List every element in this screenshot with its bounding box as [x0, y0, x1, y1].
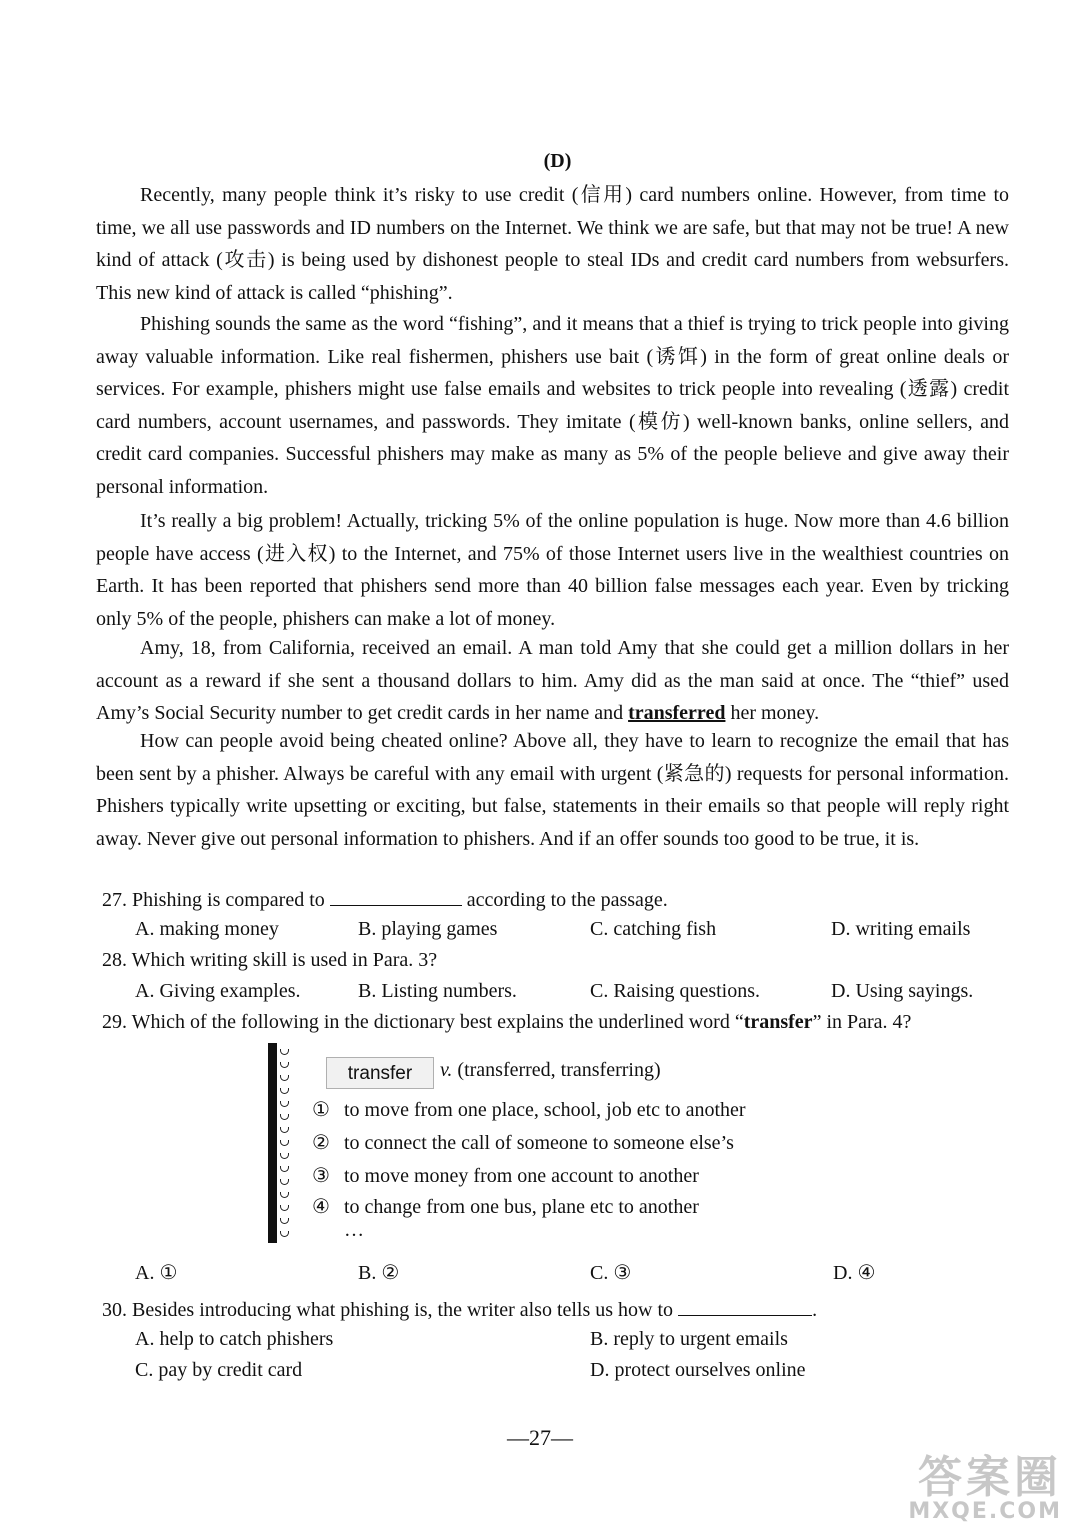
notebook-binding: [268, 1043, 277, 1243]
q27-option-b[interactable]: B. playing games: [358, 918, 498, 940]
definition-1: [312, 1097, 746, 1122]
question-29-text-before: 29. Which of the following in the dictionary best explains the underlined word “: [102, 1011, 744, 1033]
question-29-text-after: ” in Para. 4?: [812, 1011, 912, 1033]
paragraph-2: Phishing sounds the same as the word “fishing”, and it means that a thief is trying to trick people into giving away valuable information. Like real fishermen, phishers use bait (诱饵) in the form of great online deals or services. For example, phishers might use false emails and websites to trick people into revealing (透露) credit card numbers, account usernames, and passwords. They imitate (模仿) well-known banks, online sellers, and credit card companies. Successful phishers may make as many as 5% of the people believe and give away their personal information.: [96, 313, 1009, 498]
underlined-word: transferred: [628, 702, 726, 724]
q30-option-a[interactable]: A. help to catch phishers: [135, 1328, 334, 1350]
definition-text: to connect the call of someone to someone else’s: [344, 1132, 734, 1154]
binding-hooks: [280, 1043, 296, 1243]
q30-option-b[interactable]: B. reply to urgent emails: [590, 1328, 788, 1350]
question-30-text-after: .: [812, 1299, 818, 1321]
q28-option-b[interactable]: B. Listing numbers.: [358, 980, 517, 1002]
q28-option-d[interactable]: D. Using sayings.: [831, 980, 974, 1002]
definition-text: to change from one bus, plane etc to another: [344, 1196, 699, 1218]
question-27-text-after: according to the passage.: [461, 889, 668, 911]
definition-3: [312, 1163, 699, 1188]
dictionary-word-forms: [440, 1059, 661, 1082]
q27-option-c[interactable]: C. catching fish: [590, 918, 717, 940]
q27-option-a[interactable]: A. making money: [135, 918, 279, 940]
paragraph-4: [96, 632, 1009, 730]
q29-option-c[interactable]: C. ③: [590, 1262, 632, 1284]
q30-option-c[interactable]: C. pay by credit card: [135, 1359, 303, 1381]
answer-blank: [678, 1297, 812, 1316]
q29-option-b[interactable]: B. ②: [358, 1262, 400, 1284]
part-of-speech: v.: [440, 1059, 453, 1081]
question-29: [102, 1011, 911, 1034]
question-28: 28. Which writing skill is used in Para. 3?: [102, 949, 438, 971]
page-number: —27—: [507, 1425, 573, 1450]
paragraph-4-text-before: Amy, 18, from California, received an email. A man told Amy that she could get a million dollars in her account as a reward if she sent a thousand dollars to him. Amy did as the man said at once. The “thief” used Amy’s Social Security number to get credit cards in her name and: [96, 637, 1009, 724]
inflected-forms: (transferred, transferring): [452, 1059, 661, 1081]
watermark-main-text: 答案圈: [918, 1452, 1062, 1503]
question-30-text-before: 30. Besides introducing what phishing is, the writer also tells us how to: [102, 1299, 679, 1321]
definition-2: [312, 1130, 734, 1155]
question-27: [102, 887, 668, 912]
dictionary-headword: transfer: [326, 1057, 434, 1089]
definition-number: ②: [312, 1132, 330, 1154]
definition-number: ③: [312, 1165, 330, 1187]
question-27-text-before: 27. Phishing is compared to: [102, 889, 330, 911]
dictionary-entry: [268, 1043, 828, 1243]
q28-option-c[interactable]: C. Raising questions.: [590, 980, 761, 1002]
definition-number: ①: [312, 1099, 330, 1121]
q30-option-d[interactable]: D. protect ourselves online: [590, 1359, 806, 1381]
q27-option-d[interactable]: D. writing emails: [831, 918, 971, 940]
definition-4: [312, 1194, 699, 1219]
definition-number: ④: [312, 1196, 330, 1218]
paragraph-4-text-after: her money.: [725, 702, 820, 724]
q29-option-d[interactable]: D. ④: [833, 1262, 876, 1284]
dictionary-ellipsis: …: [344, 1219, 364, 1241]
site-watermark-logo: [908, 1452, 1062, 1524]
paragraph-1: Recently, many people think it’s risky to use credit (信用) card numbers online. However, from time to time, we all use passwords and ID numbers on the Internet. We think we are safe, but that may not be true! A new kind of attack (攻击) is being used by dishonest people to steal IDs and credit card numbers from websurfers. This new kind of attack is called “phishing”.: [96, 184, 1009, 304]
question-29-keyword: transfer: [743, 1011, 813, 1033]
definition-text: to move from one place, school, job etc to another: [344, 1099, 746, 1121]
watermark-url-text: MXQE.COM: [908, 1499, 1062, 1524]
section-title: (D): [543, 150, 572, 172]
question-30: [102, 1297, 817, 1322]
paragraph-3: It’s really a big problem! Actually, tricking 5% of the online population is huge. Now more than 4.6 billion people have access (进入权) to the Internet, and 75% of those Internet users live in the wealthiest countries on Earth. It has been reported that phishers send more than 40 billion false messages each year. Even by tricking only 5% of the people, phishers can make a lot of money.: [96, 510, 1009, 630]
q29-option-a[interactable]: A. ①: [135, 1262, 178, 1284]
q28-option-a[interactable]: A. Giving examples.: [135, 980, 301, 1002]
paragraph-5: How can people avoid being cheated online? Above all, they have to learn to recognize the email that has been sent by a phisher. Always be careful with any email with urgent (紧急的) requests for personal information. Phishers typically write upsetting or exciting, but false, statements in their emails so that people will reply right away. Never give out personal information to phishers. And if an offer sounds too good to be true, it is.: [96, 730, 1009, 850]
definition-text: to move money from one account to another: [344, 1165, 699, 1187]
answer-blank: [330, 887, 462, 906]
